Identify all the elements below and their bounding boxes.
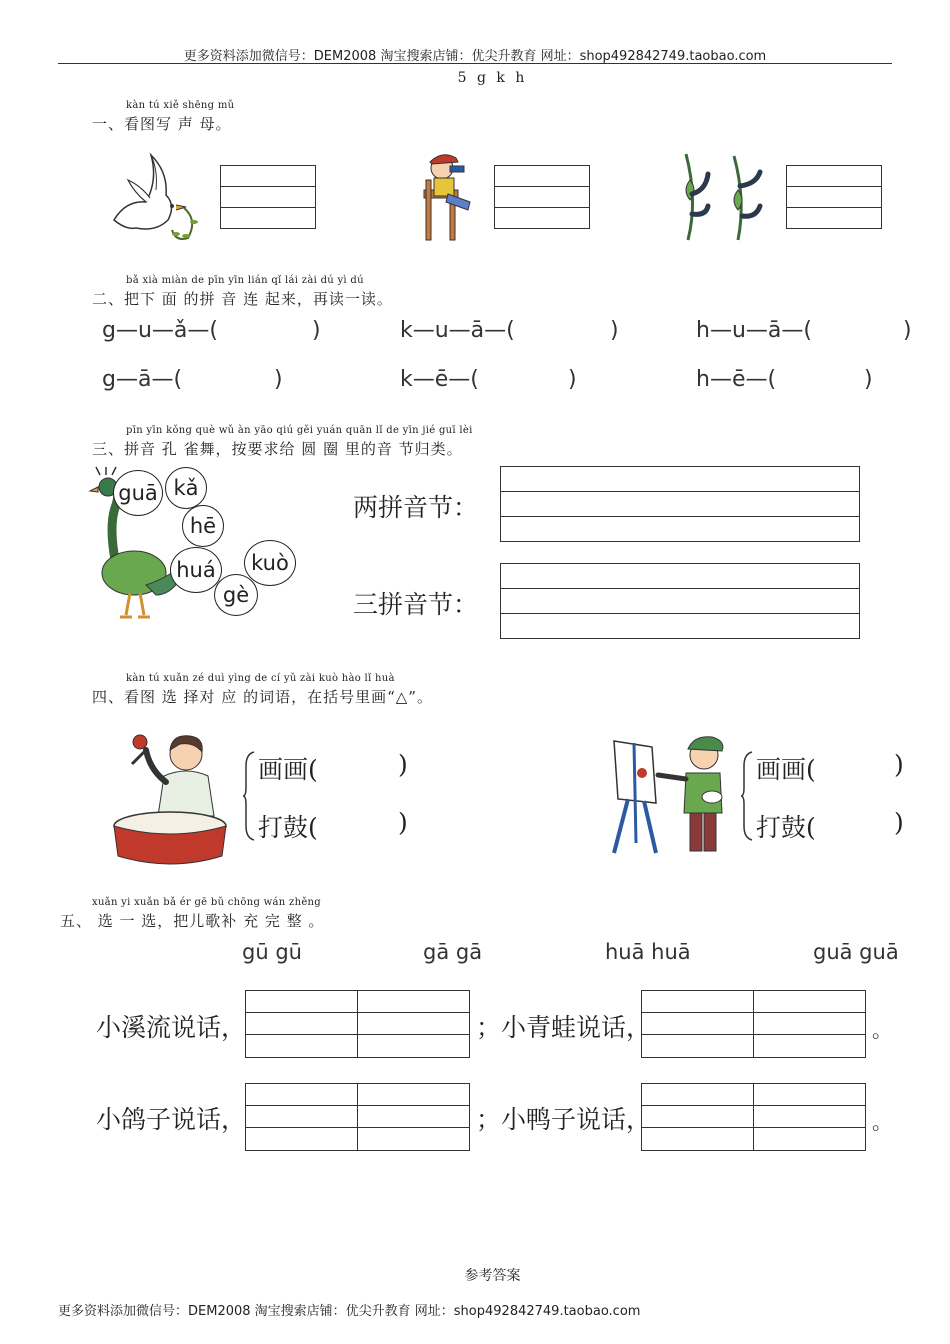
answers-heading: 参考答案 [464, 1268, 521, 1284]
s4-left-word-2: 打鼓( [258, 813, 318, 842]
s1-answer-grid-1[interactable] [220, 165, 316, 229]
line1-end: 。 [872, 1018, 892, 1042]
line1-answer-grid-b[interactable] [641, 990, 866, 1058]
s4-left-close-2: ) [398, 808, 408, 837]
two-syllable-answer-box[interactable] [500, 466, 860, 542]
s4-title: 四、看图 选 择对 应 的词语，在括号里画“△”。 [92, 688, 433, 706]
s3-title: 三、拼音 孔 雀舞，按要求给 圆 圈 里的音 节归类。 [92, 440, 463, 458]
line2-answer-grid-a[interactable] [245, 1083, 470, 1151]
line2-part-a: 小鸽子说话， [96, 1105, 247, 1134]
header-divider [58, 63, 892, 64]
line2-end: 。 [872, 1110, 892, 1134]
syllable-circle-kuo: kuò [244, 540, 296, 586]
s1-answer-grid-3[interactable] [786, 165, 882, 229]
s5-pinyin: xuǎn yi xuǎn bǎ ér gē bǔ chōng wán zhěng [92, 897, 321, 908]
two-syllable-label: 两拼音节： [353, 493, 479, 522]
s5-title: 五、 选 一 选，把儿歌补 充 完 整 。 [60, 912, 325, 930]
s2-pinyin: bǎ xià miàn de pīn yīn lián qǐ lái zài dú yì dú [126, 275, 364, 286]
s4-left-word-1: 画画( [258, 755, 318, 784]
syllable-circle-ge: gè [214, 574, 258, 616]
s4-pinyin: kàn tú xuǎn zé duì yìng de cí yǔ zài kuò hào lǐ huà [126, 673, 395, 684]
s4-right-word-2: 打鼓( [756, 813, 816, 842]
s4-right-close-2: ) [894, 808, 904, 837]
s2-item-3: h—u—ā—( [696, 318, 812, 343]
page-footer: 更多资料添加微信号：DEM2008 淘宝搜索店铺：优尖升教育 网址：shop492842749.taobao.com [58, 1304, 641, 1319]
syllable-circle-hua: huá [170, 547, 222, 593]
s2-title: 二、把下 面 的拼 音 连 起来，再读一读。 [92, 290, 393, 308]
s4-left-close-1: ) [398, 750, 408, 779]
s2-item-4-close: ) [274, 367, 283, 392]
s2-item-2-close: ) [610, 318, 619, 343]
lesson-subtitle: 5 g k h [457, 70, 528, 86]
line2-part-b: ；小鸭子说话， [476, 1105, 652, 1134]
s1-answer-grid-2[interactable] [494, 165, 590, 229]
line2-answer-grid-b[interactable] [641, 1083, 866, 1151]
option-guagua: guā guā [813, 940, 899, 964]
three-syllable-answer-box[interactable] [500, 563, 860, 639]
option-gugu: gū gū [242, 940, 302, 964]
right-brace-icon [740, 750, 754, 842]
s2-item-1: g—u—ǎ—( [102, 318, 218, 343]
line1-part-b: ；小青蛙说话， [476, 1013, 652, 1042]
boy-with-telescope-icon [420, 150, 480, 242]
s2-item-2: k—u—ā—( [400, 318, 515, 343]
painter-boy-icon [608, 733, 736, 859]
s2-item-6: h—ē—( [696, 367, 777, 392]
dove-icon [106, 150, 202, 242]
page-header: 更多资料添加微信号：DEM2008 淘宝搜索店铺：优尖升教育 网址：shop492842749.taobao.com [183, 49, 767, 64]
s4-right-close-1: ) [894, 750, 904, 779]
three-syllable-label: 三拼音节： [353, 590, 479, 619]
drummer-boy-icon [110, 730, 240, 870]
s2-item-5-close: ) [568, 367, 577, 392]
syllable-circle-gua: guā [113, 470, 163, 516]
s2-item-3-close: ) [903, 318, 912, 343]
s4-right-word-1: 画画( [756, 755, 816, 784]
s2-item-4: g—ā—( [102, 367, 183, 392]
line1-answer-grid-a[interactable] [245, 990, 470, 1058]
syllable-circle-he: hē [182, 505, 224, 547]
s2-item-1-close: ) [312, 318, 321, 343]
s1-title: 一、看图写 声 母。 [92, 115, 232, 133]
option-huahua: huā huā [605, 940, 691, 964]
syllable-circle-ka: kǎ [165, 467, 207, 509]
s3-pinyin: pīn yīn kǒng què wǔ àn yāo qiú gěi yuán quān lǐ de yīn jié guī lèi [126, 425, 473, 436]
line1-part-a: 小溪流说话， [96, 1013, 247, 1042]
left-brace-icon [242, 750, 256, 842]
s1-pinyin: kàn tú xiě shēng mǔ [126, 100, 235, 111]
s2-item-6-close: ) [864, 367, 873, 392]
bean-pods-icon [680, 150, 770, 244]
s2-item-5: k—ē—( [400, 367, 479, 392]
option-gaga: gā gā [423, 940, 483, 964]
